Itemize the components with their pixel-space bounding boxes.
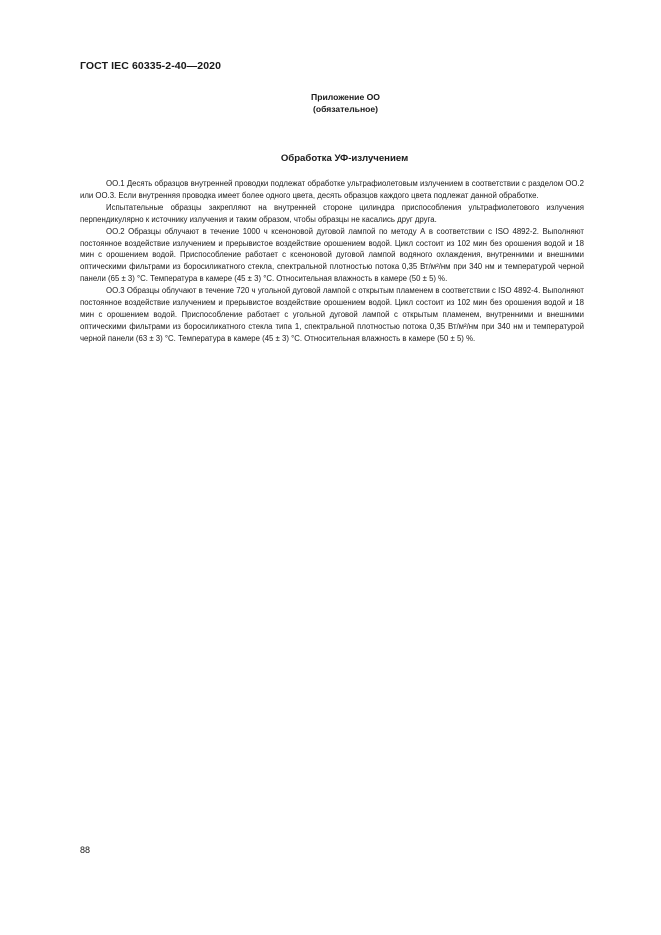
page-number: 88 — [80, 845, 91, 855]
section-title: Обработка УФ-излучением — [280, 153, 409, 164]
body-text — [80, 178, 584, 345]
annex-title: Приложение ОО — [311, 92, 380, 102]
paragraph: ОО.3 Образцы облучают в течение 720 ч угольной дуговой лампой с открытым пламенем в соответствии с ISO 4892-4. Выполняют постоянное воздействие излучением и прерывистое воздействие орошением водой. Цикл состоит из 102 мин без орошения водой и 18 мин с орошением водой. Приспособление работает с угольной дуговой лампой с открытым пламенем, внутренними и внешними оптическими фильтрами из боросиликатного стекла типа 1, спектральной плотностью потока 0,35 Вт/м²/нм при 340 нм и температурой черной панели (63 ± 3) °С. Температура в камере (45 ± 3) °С. Относительная влажность в камере (50 ± 5) %. — [80, 286, 584, 343]
document-header: ГОСТ IEC 60335-2-40—2020 — [80, 60, 222, 72]
paragraph: Испытательные образцы закрепляют на внутренней стороне цилиндра приспособления ультрафиолетового излучения перпендикулярно к источнику излучения и таким образом, чтобы образцы не касались друг друга. — [80, 202, 584, 224]
annex-status: (обязательное) — [312, 103, 379, 114]
annex-heading — [0, 92, 661, 115]
paragraph: ОО.2 Образцы облучают в течение 1000 ч ксеноновой дуговой лампой по методу А в соответствии с ISO 4892-2. Выполняют постоянное воздействие излучением и прерывистое воздействие орошением водой. Цикл состоит из 102 мин без орошения водой и 18 мин с орошением водой. Приспособление работает с ксеноновой дуговой лампой водяного охлаждения, внутренними и внешними оптическими фильтрами из боросиликатного стекла, спектральной плотностью потока 0,35 Вт/м²/нм при 340 нм и температурой черной панели (65 ± 3) °С. Температура в камере (45 ± 3) °С. Относительная влажность в камере (50 ± 5) %. — [80, 226, 584, 284]
paragraph: ОО.1 Десять образцов внутренней проводки подлежат обработке ультрафиолетовым излучением в соответствии с разделом ОО.2 или ОО.3. Если внутренняя проводка имеет более одного цвета, десять образцов каждого цвета подлежат данной обработке. — [80, 179, 584, 200]
